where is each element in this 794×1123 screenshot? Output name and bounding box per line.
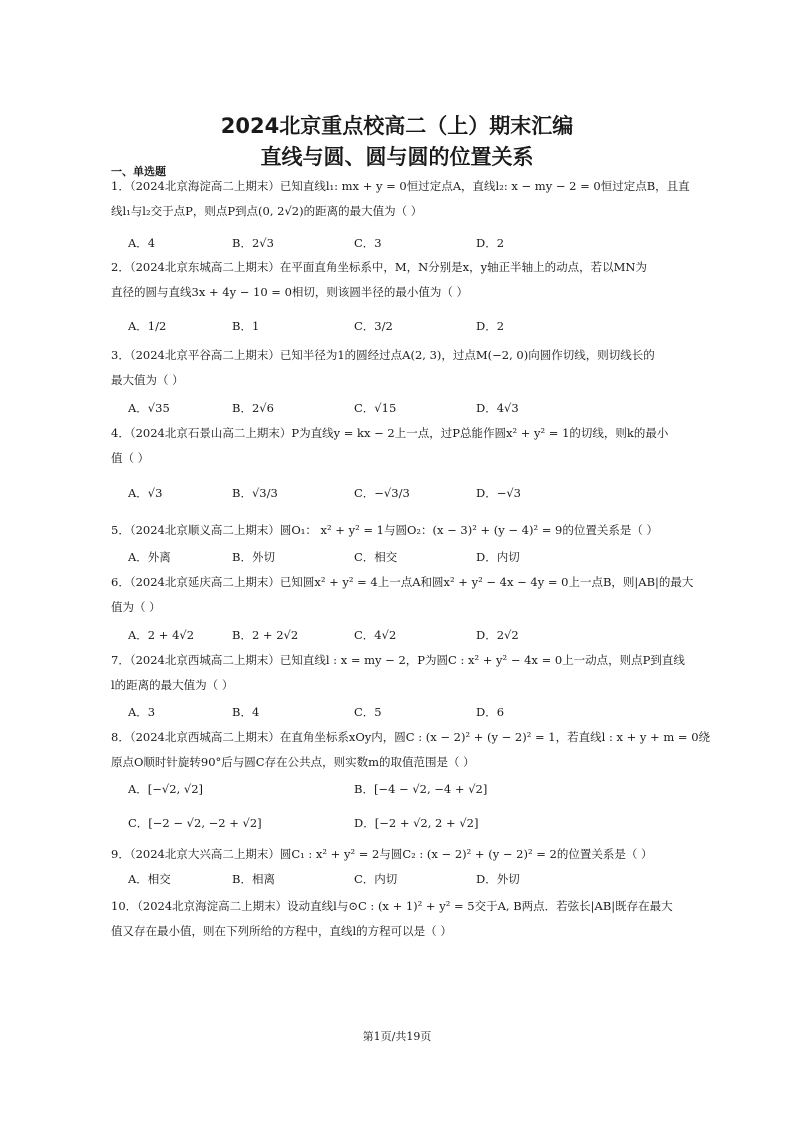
option-a: A．√3 [128,486,163,500]
question-line: l的距离的最大值为（ ） [111,678,234,692]
options-8-row-1 [128,781,688,803]
question-line: 原点O顺时针旋转90°后与圆C存在公共点，则实数m的取值范围是（ ） [111,755,475,769]
option-d: D．−√3 [476,486,522,500]
options-1 [128,235,688,257]
option-c: C．4√2 [354,628,397,642]
option-a: A．√35 [128,401,170,415]
question-8 [111,725,711,775]
question-line: 4．（2024北京石景山高二上期末）P为直线y = kx − 2上一点，过P总能作圆x² + y² = 1的切线，则k的最小 [111,426,669,440]
question-2 [111,255,691,305]
option-a: A．[−√2, √2] [128,782,204,796]
option-b: B．2 + 2√2 [232,628,299,642]
option-b: B．√3/3 [232,486,278,500]
options-2 [128,318,688,340]
question-7 [111,648,691,698]
option-c: C．3/2 [354,319,393,333]
option-d: D．2 [476,319,505,333]
question-1 [111,174,691,224]
option-c: C．√15 [354,401,397,415]
option-a: A．4 [128,236,156,250]
option-b: B．2√6 [232,401,274,415]
option-b: B．1 [232,319,260,333]
option-c: C．3 [354,236,382,250]
question-line: 值为（ ） [111,600,161,614]
options-5 [128,549,688,571]
option-b: B．外切 [232,550,275,564]
option-a: A．外离 [128,550,171,564]
option-d: D．2 [476,236,505,250]
question-line: 线l₁与l₂交于点P，则点P到点(0, 2√2)的距离的最大值为（ ） [111,204,423,218]
options-6 [128,627,688,649]
question-10 [111,894,691,944]
question-line: 值又存在最小值，则在下列所给的方程中，直线l的方程可以是（ ） [111,924,452,938]
question-line: 最大值为（ ） [111,373,184,387]
question-5 [111,518,691,543]
question-9 [111,842,691,867]
question-3 [111,343,691,393]
question-line: 2．（2024北京东城高二上期末）在平面直角坐标系中，M，N分别是x，y轴正半轴上的动点，若以MN为 [111,260,647,274]
section-label: 一、单选题 [111,165,166,178]
question-line: 7．（2024北京西城高二上期末）已知直线l : x = my − 2，P为圆C : x² + y² − 4x = 0上一动点，则点P到直线 [111,653,685,667]
question-line: 5．（2024北京顺义高二上期末）圆O₁： x² + y² = 1与圆O₂：(x − 3)² + (y − 4)² = 9的位置关系是（ ） [111,523,659,537]
question-line: 10．（2024北京海淀高二上期末）设动直线l与⊙C : (x + 1)² + y² = 5交于A, B两点．若弦长|AB|既存在最大 [111,899,673,913]
question-6 [111,570,694,620]
option-a: A．相交 [128,872,171,886]
options-8-row-2 [128,815,688,837]
option-a: A．3 [128,705,156,719]
option-c: C．−√3/3 [354,486,410,500]
options-9 [128,871,688,893]
option-c: C．相交 [354,550,398,564]
option-b: B．[−4 − √2, −4 + √2] [354,782,488,796]
option-a: A．2 + 4√2 [128,628,195,642]
option-b: B．2√3 [232,236,274,250]
option-d: D．4√3 [476,401,519,415]
page-footer: 第1页/共19页 [362,1030,432,1043]
question-line: 3．（2024北京平谷高二上期末）已知半径为1的圆经过点A(2, 3)，过点M(−2, 0)向圆作切线，则切线长的 [111,348,655,362]
option-c: C．内切 [354,872,398,886]
options-4 [128,485,688,507]
option-d: D．外切 [476,872,520,886]
option-d: D．2√2 [476,628,519,642]
question-line: 1．（2024北京海淀高二上期末）已知直线l₁: mx + y = 0恒过定点A，直线l₂: x − my − 2 = 0恒过定点B，且直 [111,179,690,193]
option-d: D．6 [476,705,505,719]
option-b: B．4 [232,705,260,719]
option-b: B．相离 [232,872,275,886]
document-title: 2024北京重点校高二（上）期末汇编 [220,114,574,138]
option-d: D．内切 [476,550,520,564]
option-c: C．5 [354,705,382,719]
question-line: 9．（2024北京大兴高二上期末）圆C₁ : x² + y² = 2与圆C₂ : (x − 2)² + (y − 2)² = 2的位置关系是（ ） [111,847,653,861]
question-line: 直径的圆与直线3x + 4y − 10 = 0相切，则该圆半径的最小值为（ ） [111,285,469,299]
options-7 [128,704,688,726]
question-line: 值（ ） [111,451,150,465]
option-d: D．[−2 + √2, 2 + √2] [354,816,479,830]
option-c: C．[−2 − √2, −2 + √2] [128,816,262,830]
question-line: 6．（2024北京延庆高二上期末）已知圆x² + y² = 4上一点A和圆x² + y² − 4x − 4y = 0上一点B，则|AB|的最大 [111,575,694,589]
document-subtitle: 直线与圆、圆与圆的位置关系 [260,145,534,169]
option-a: A．1/2 [128,319,167,333]
question-4 [111,421,691,471]
options-3 [128,400,688,422]
question-line: 8．（2024北京西城高二上期末）在直角坐标系xOy内，圆C : (x − 2)² + (y − 2)² = 1，若直线l : x + y + m = 0绕 [111,730,711,744]
